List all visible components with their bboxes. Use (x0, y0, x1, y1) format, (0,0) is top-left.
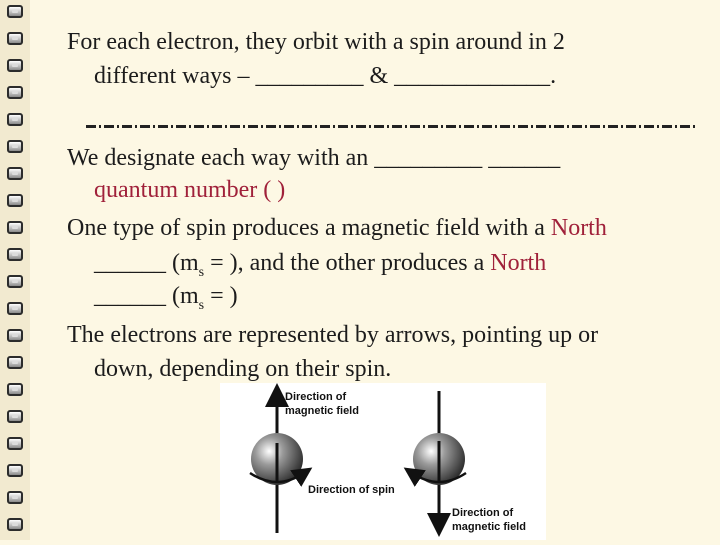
binding-ring-icon (7, 86, 23, 99)
binding-ring-icon (7, 410, 23, 423)
electron-spin-down (412, 391, 466, 525)
closing-paren-text: = ) (204, 283, 238, 309)
binding-ring-icon (7, 302, 23, 315)
binding-ring-icon (7, 32, 23, 45)
dashed-divider (86, 125, 696, 128)
other-produces-text: = ), and the other produces a (204, 250, 491, 276)
label-field-top-1: Direction of (285, 391, 347, 403)
binding-ring-icon (7, 491, 23, 504)
subscript-s: s (198, 264, 205, 280)
binding-ring-icon (7, 167, 23, 180)
binding-ring-icon (7, 194, 23, 207)
spin-diagram-svg (220, 383, 546, 540)
binding-ring-icon (7, 248, 23, 261)
label-field-bottom-1: Direction of (452, 507, 514, 519)
spiral-binding (0, 0, 30, 540)
label-field-top-2: magnetic field (285, 405, 359, 417)
binding-ring-icon (7, 518, 23, 531)
binding-ring-icon (7, 329, 23, 342)
bullet-magnetic-field-line3 (94, 281, 238, 321)
subscript-s: s (198, 297, 205, 313)
north-term: North (490, 250, 547, 276)
label-spin: Direction of spin (308, 484, 395, 496)
blank-ms-text: ______ (m (94, 250, 199, 276)
binding-ring-icon (7, 59, 23, 72)
binding-ring-icon (7, 140, 23, 153)
bullet-arrows-line1: The electrons are represented by arrows, pointing up or (67, 322, 599, 348)
bullet-quantum-number-line1: We designate each way with an _________ ______ (67, 145, 561, 171)
binding-ring-icon (7, 275, 23, 288)
bullet-spin-ways-line2: different ways – _________ & _____________. (94, 63, 557, 89)
bullet-spin-ways-line1: For each electron, they orbit with a spin around in 2 (67, 29, 565, 55)
binding-ring-icon (7, 5, 23, 18)
spin-diagram (220, 383, 546, 540)
binding-ring-icon (7, 356, 23, 369)
binding-ring-icon (7, 221, 23, 234)
north-term: North (550, 215, 607, 241)
bullet-arrows-line2: down, depending on their spin. (94, 356, 392, 382)
binding-ring-icon (7, 437, 23, 450)
bullet-magnetic-field-line1 (67, 213, 607, 243)
binding-ring-icon (7, 464, 23, 477)
magnetic-field-text: One type of spin produces a magnetic field with a (67, 215, 551, 241)
bullet-quantum-number-line2: quantum number ( ) (94, 177, 286, 203)
binding-ring-icon (7, 383, 23, 396)
binding-ring-icon (7, 113, 23, 126)
blank-ms-text: ______ (m (94, 283, 199, 309)
label-field-bottom-2: magnetic field (452, 521, 526, 533)
